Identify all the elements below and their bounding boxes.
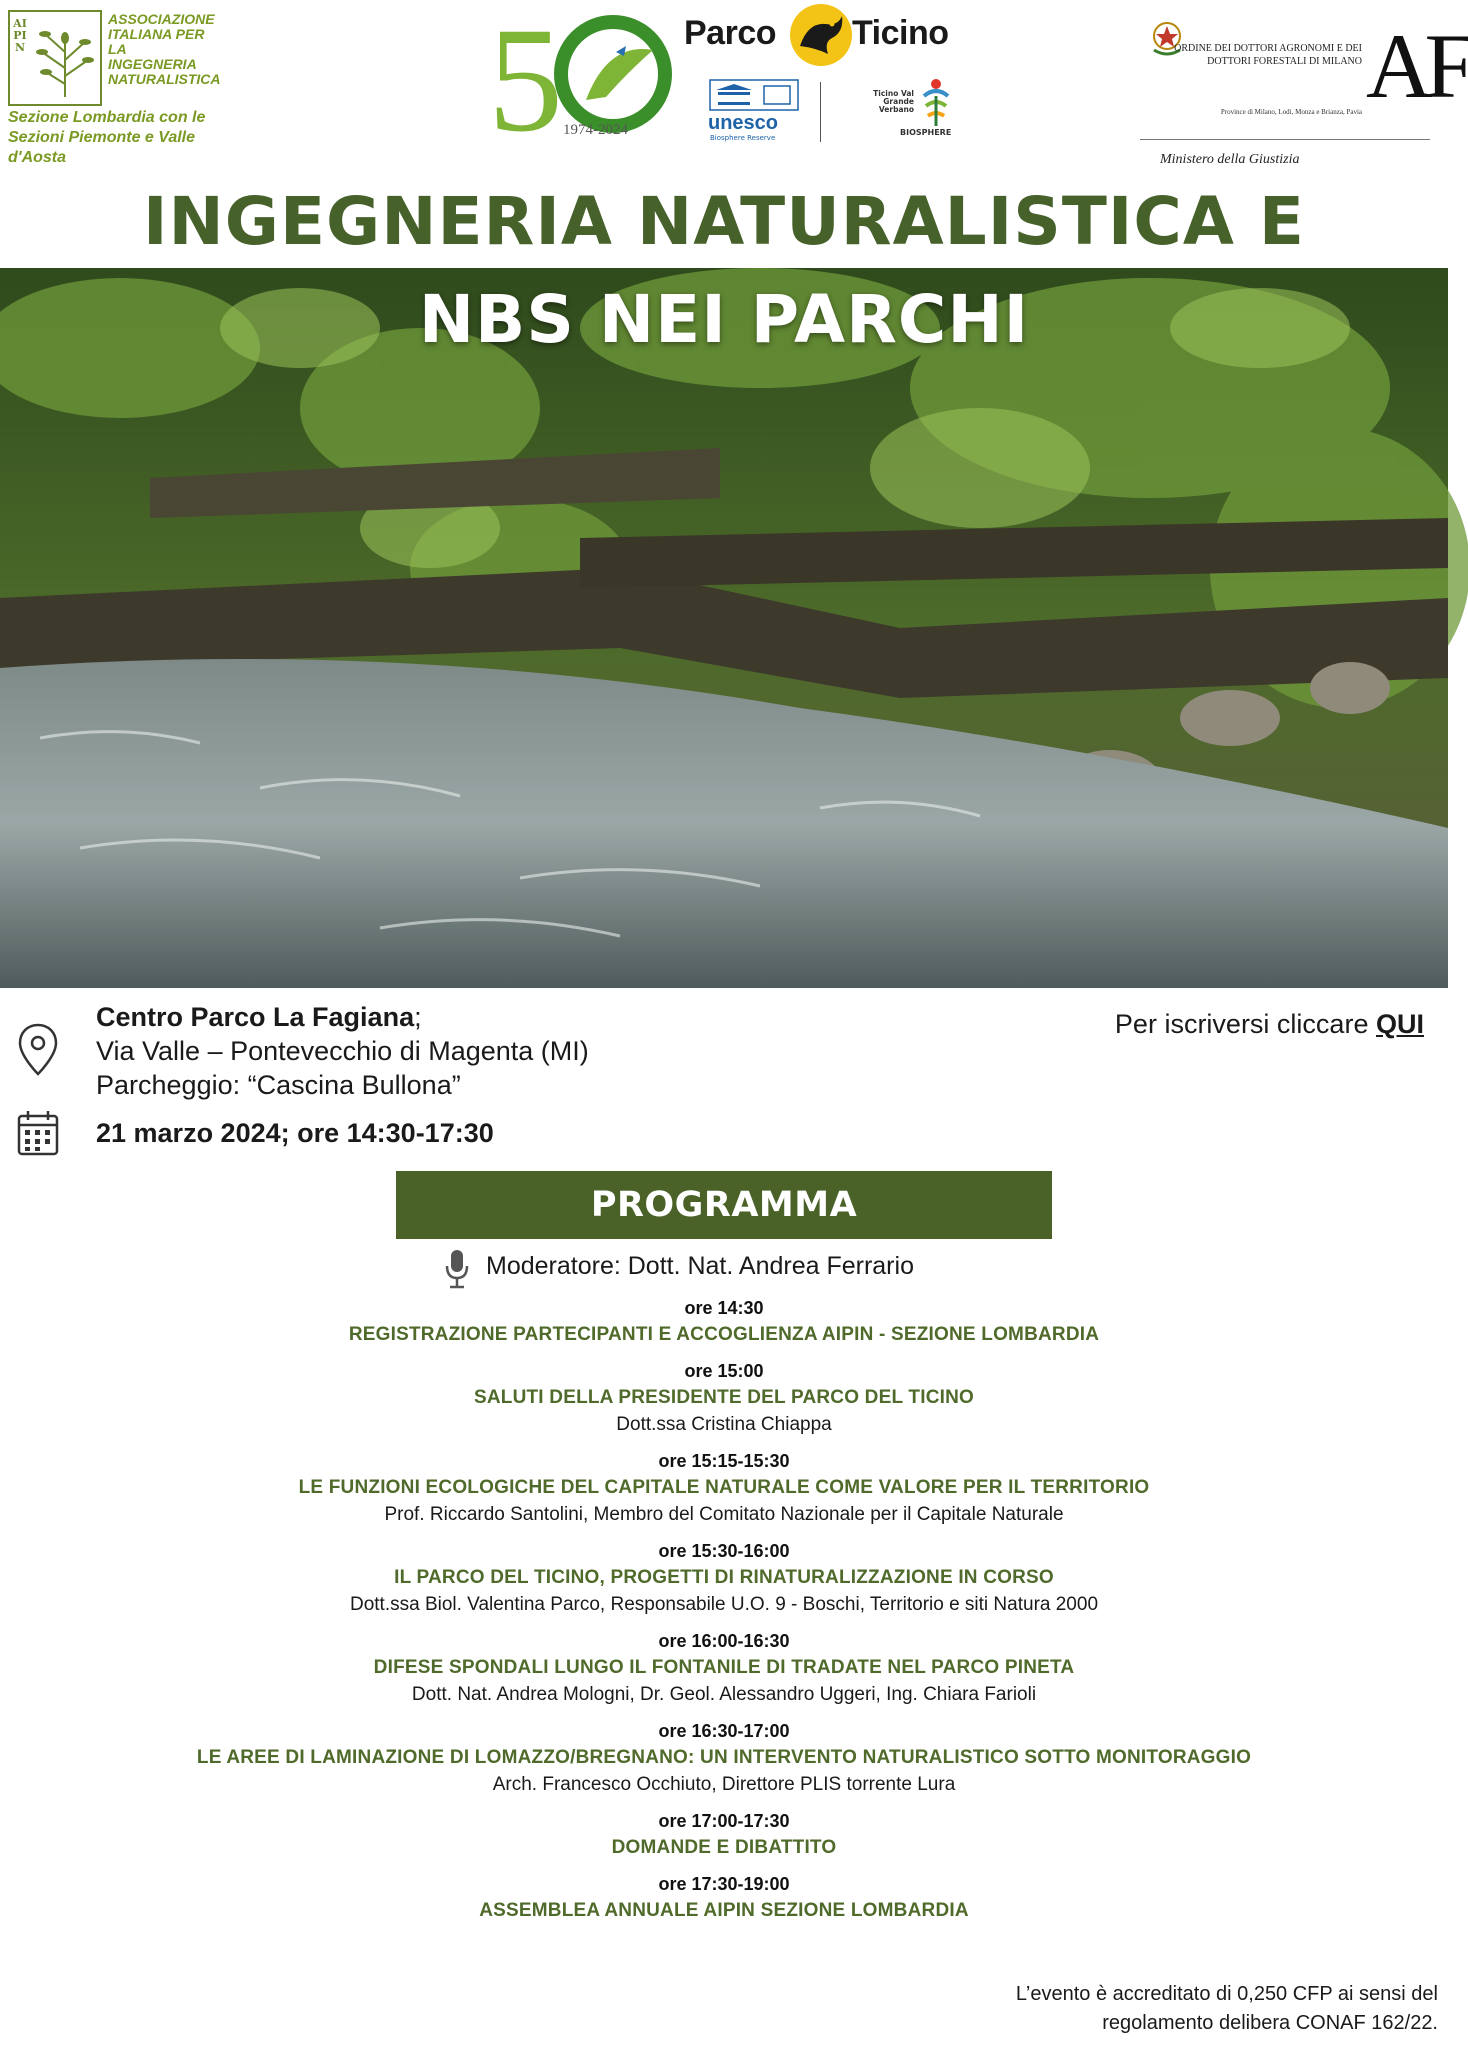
programme-schedule — [0, 1296, 1448, 1935]
odaf-logo — [1140, 15, 1468, 168]
schedule-slot — [0, 1449, 1448, 1528]
schedule-slot — [0, 1719, 1448, 1798]
unesco-word: unesco — [708, 112, 779, 134]
slot-time: ore 16:00-16:30 — [658, 1631, 790, 1651]
location-pin-icon — [16, 1022, 60, 1078]
accreditation-note — [978, 1980, 1438, 2038]
hero-photo — [0, 268, 1448, 988]
schedule-slot — [0, 1809, 1448, 1861]
parco-emblem-icon — [786, 2, 856, 68]
leaf-icon — [586, 49, 653, 100]
accreditation-line-1: L’evento è accreditato di 0,250 CFP ai sensi del — [1015, 1983, 1438, 2005]
aipin-section: Sezione Lombardia con le Sezioni Piemonte e Valle d'Aosta — [8, 109, 206, 166]
slot-title: REGISTRAZIONE PARTECIPANTI E ACCOGLIENZA AIPIN - SEZIONE LOMBARDIA — [348, 1324, 1100, 1345]
moderator: Moderatore: Dott. Nat. Andrea Ferrario — [486, 1252, 914, 1280]
aipin-vertical-mark: AIPIN — [13, 17, 27, 54]
slot-title: ASSEMBLEA ANNUALE AIPIN SEZIONE LOMBARDIA — [479, 1900, 969, 1921]
anniversary-five: 5 — [488, 0, 563, 163]
slot-time: ore 15:30-16:00 — [658, 1541, 790, 1561]
schedule-slot — [0, 1872, 1448, 1924]
parco-name-right: Ticino — [852, 14, 949, 52]
anniversary-years: 1974-2024 — [563, 122, 628, 138]
page-title-line-1: INGEGNERIA NATURALISTICA E — [143, 183, 1305, 260]
odaf-provinces: Province di Milano, Lodi, Monza e Brianza, Pavia — [1220, 108, 1362, 116]
venue-separator: ; — [414, 1002, 422, 1032]
slot-time: ore 16:30-17:00 — [658, 1721, 790, 1741]
parco-name-left: Parco — [684, 14, 776, 52]
odaf-name: ORDINE DEI DOTTORI AGRONOMI E DEI DOTTORI FORESTALI DI MILANO — [1174, 43, 1362, 67]
odaf-mark: AF — [1366, 15, 1468, 117]
aipin-emblem — [8, 10, 102, 106]
unesco-temple-icon — [710, 80, 798, 110]
slot-title: IL PARCO DEL TICINO, PROGETTI DI RINATURALIZZAZIONE IN CORSO — [394, 1567, 1054, 1588]
slot-time: ore 15:00 — [684, 1361, 764, 1381]
registration-link[interactable]: QUI — [1375, 1009, 1424, 1039]
venue-parking: Parcheggio: “Cascina Bullona” — [96, 1070, 461, 1100]
accreditation-line-2: regolamento delibera CONAF 162/22. — [1102, 2012, 1438, 2034]
slot-title: SALUTI DELLA PRESIDENTE DEL PARCO DEL TICINO — [473, 1387, 975, 1408]
programme-banner: PROGRAMMA — [396, 1171, 1052, 1239]
slot-title: DOMANDE E DIBATTITO — [611, 1837, 837, 1858]
schedule-slot — [0, 1539, 1448, 1618]
aipin-logo — [8, 10, 221, 170]
venue-name — [96, 1000, 422, 1034]
event-date: 21 marzo 2024; ore 14:30-17:30 — [96, 1118, 494, 1148]
aipin-name: ASSOCIAZIONE ITALIANA PER LA INGEGNERIA NATURALISTICA — [108, 11, 221, 87]
slot-time: ore 14:30 — [684, 1298, 764, 1318]
parco-ticino-logo — [680, 0, 980, 150]
slot-speaker: Dott.ssa Cristina Chiappa — [616, 1414, 832, 1435]
odaf-ministry: Ministero della Giustizia — [1160, 152, 1300, 167]
registration-text: Per iscriversi cliccare — [1114, 1009, 1369, 1039]
odaf-divider — [1140, 139, 1430, 140]
biosphere-label: BIOSPHERE — [900, 128, 952, 137]
slot-title: LE FUNZIONI ECOLOGICHE DEL CAPITALE NATURALE COME VALORE PER IL TERRITORIO — [298, 1477, 1150, 1498]
anniversary-logo — [488, 0, 678, 163]
registration-cta — [1115, 1007, 1424, 1041]
schedule-slot — [0, 1296, 1448, 1348]
unesco-subtitle: Biosphere Reserve — [710, 134, 776, 142]
schedule-slot — [0, 1629, 1448, 1708]
venue-address: Via Valle – Pontevecchio di Magenta (MI) — [96, 1036, 589, 1066]
page-title-line-2: NBS NEI PARCHI — [418, 281, 1030, 358]
slot-title: DIFESE SPONDALI LUNGO IL FONTANILE DI TRADATE NEL PARCO PINETA — [373, 1657, 1075, 1678]
divider — [820, 82, 821, 142]
schedule-slot — [0, 1359, 1448, 1438]
slot-speaker: Arch. Francesco Occhiuto, Direttore PLIS torrente Lura — [492, 1774, 956, 1795]
microphone-icon — [443, 1248, 471, 1290]
ticino-reserve-name: Ticino Val Grande Verbano — [873, 89, 914, 114]
calendar-icon — [16, 1108, 60, 1158]
slot-time: ore 15:15-15:30 — [658, 1451, 790, 1471]
venue-name-text: Centro Parco La Fagiana — [96, 1002, 415, 1032]
biosphere-figure-icon — [916, 78, 956, 128]
slot-speaker: Dott. Nat. Andrea Mologni, Dr. Geol. Alessandro Uggeri, Ing. Chiara Farioli — [411, 1684, 1037, 1705]
slot-speaker: Prof. Riccardo Santolini, Membro del Comitato Nazionale per il Capitale Naturale — [384, 1504, 1064, 1525]
slot-time: ore 17:30-19:00 — [658, 1874, 790, 1894]
slot-title: LE AREE DI LAMINAZIONE DI LOMAZZO/BREGNANO: UN INTERVENTO NATURALISTICO SOTTO MONITORAGGIO — [196, 1747, 1252, 1768]
slot-speaker: Dott.ssa Biol. Valentina Parco, Responsabile U.O. 9 - Boschi, Territorio e siti Natura 2000 — [349, 1594, 1099, 1615]
slot-time: ore 17:00-17:30 — [658, 1811, 790, 1831]
